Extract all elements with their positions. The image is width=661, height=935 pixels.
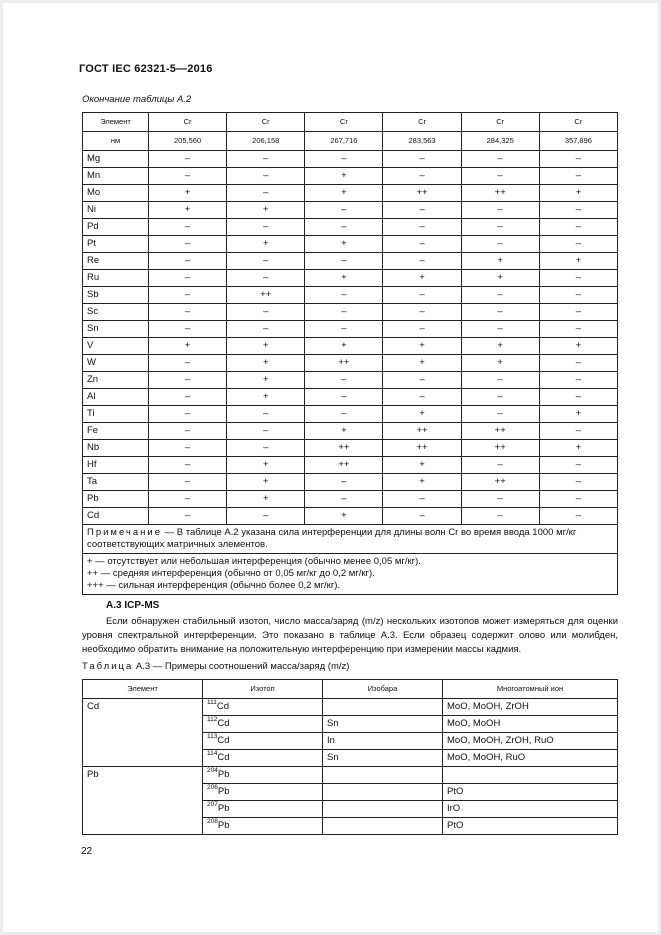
interference-cell: – xyxy=(461,236,539,253)
polyatomic-ion-cell xyxy=(443,767,618,784)
polyatomic-ion-cell: MoO, MoOH, ZrOH xyxy=(443,699,618,716)
interference-cell: – xyxy=(227,440,305,457)
isotope-symbol: Cd xyxy=(216,701,230,712)
interference-cell: + xyxy=(383,338,461,355)
isotope-mass: 111 xyxy=(207,699,217,706)
table-row xyxy=(83,185,618,202)
interference-cell: + xyxy=(227,457,305,474)
table-row xyxy=(83,508,618,525)
interference-cell: ++ xyxy=(383,423,461,440)
cr-header-cell: Cr xyxy=(383,113,461,132)
interference-cell: – xyxy=(461,151,539,168)
interference-cell: – xyxy=(227,508,305,525)
interference-cell: – xyxy=(149,219,227,236)
element-cell: Mn xyxy=(83,168,149,185)
interference-cell: – xyxy=(383,236,461,253)
isobar-cell xyxy=(323,699,443,716)
interference-cell: – xyxy=(539,389,617,406)
interference-cell: + xyxy=(227,474,305,491)
isotope-cell xyxy=(203,716,323,733)
table-row xyxy=(83,767,618,784)
table-row xyxy=(83,236,618,253)
isotope-mass: 204 xyxy=(207,767,218,774)
table-row xyxy=(83,372,618,389)
interference-cell: – xyxy=(383,253,461,270)
isotope-symbol: Pb xyxy=(217,820,230,831)
interference-cell: – xyxy=(149,474,227,491)
element-cell: V xyxy=(83,338,149,355)
interference-cell: + xyxy=(305,168,383,185)
column-header: Изотоп xyxy=(203,680,323,699)
table-a3-header-row xyxy=(83,680,618,699)
interference-cell: + xyxy=(383,355,461,372)
interference-cell: – xyxy=(383,287,461,304)
interference-cell: – xyxy=(461,287,539,304)
interference-cell: ++ xyxy=(305,355,383,372)
table-row xyxy=(83,699,618,716)
interference-cell: + xyxy=(227,389,305,406)
polyatomic-ion-cell: MoO, MoOH, RuO xyxy=(443,750,618,767)
isotope-symbol: Cd xyxy=(217,735,230,746)
interference-cell: + xyxy=(539,253,617,270)
element-header-cell: Элемент xyxy=(83,113,149,132)
interference-cell: – xyxy=(383,202,461,219)
interference-cell: – xyxy=(149,440,227,457)
table-row xyxy=(83,355,618,372)
legend-line: + — отсутствует или небольшая интерференция (обычно менее 0,05 мг/кг). xyxy=(87,556,421,567)
interference-cell: – xyxy=(383,372,461,389)
interference-cell: + xyxy=(539,338,617,355)
interference-cell: + xyxy=(383,270,461,287)
interference-cell: – xyxy=(305,491,383,508)
interference-cell: – xyxy=(149,508,227,525)
interference-cell: – xyxy=(539,372,617,389)
interference-cell: – xyxy=(149,321,227,338)
interference-cell: – xyxy=(149,389,227,406)
legend-line: +++ — сильная интерференция (обычно более 0,2 мг/кг). xyxy=(87,580,341,591)
table-a2 xyxy=(82,112,618,595)
isobar-cell xyxy=(323,801,443,818)
isobar-cell xyxy=(323,767,443,784)
wavelength-cell: 357,896 xyxy=(539,132,617,151)
interference-cell: – xyxy=(305,287,383,304)
table-row xyxy=(83,304,618,321)
interference-cell: + xyxy=(383,406,461,423)
wavelength-cell: 283,563 xyxy=(383,132,461,151)
interference-cell: – xyxy=(539,321,617,338)
table-row xyxy=(83,202,618,219)
interference-cell: + xyxy=(149,338,227,355)
wavelength-cell: 267,716 xyxy=(305,132,383,151)
page-number: 22 xyxy=(81,846,93,857)
table-a2-element-header-row xyxy=(83,113,618,132)
table-row xyxy=(83,151,618,168)
interference-cell: – xyxy=(305,202,383,219)
interference-cell: – xyxy=(149,423,227,440)
interference-cell: + xyxy=(227,236,305,253)
interference-cell: + xyxy=(305,423,383,440)
interference-cell: + xyxy=(539,440,617,457)
isotope-cell xyxy=(203,750,323,767)
table-row xyxy=(83,389,618,406)
section-a3-title: А.3 ICP-MS xyxy=(106,600,160,611)
interference-cell: – xyxy=(227,185,305,202)
interference-cell: – xyxy=(149,151,227,168)
interference-cell: – xyxy=(461,372,539,389)
interference-cell: – xyxy=(383,491,461,508)
interference-cell: – xyxy=(149,457,227,474)
isotope-symbol: Pb xyxy=(217,786,230,797)
interference-cell: – xyxy=(461,508,539,525)
interference-cell: + xyxy=(305,185,383,202)
interference-cell: ++ xyxy=(383,185,461,202)
element-cell: Zn xyxy=(83,372,149,389)
interference-cell: – xyxy=(383,389,461,406)
interference-cell: – xyxy=(461,321,539,338)
isobar-cell xyxy=(323,784,443,801)
interference-cell: – xyxy=(149,168,227,185)
interference-cell: – xyxy=(305,219,383,236)
interference-cell: – xyxy=(305,372,383,389)
interference-cell: + xyxy=(305,508,383,525)
caption-prefix: Таблица xyxy=(82,661,134,672)
polyatomic-ion-cell: PtO xyxy=(443,784,618,801)
table-row xyxy=(83,321,618,338)
interference-cell: – xyxy=(227,151,305,168)
interference-cell: – xyxy=(461,389,539,406)
interference-cell: + xyxy=(305,338,383,355)
isotope-mass: 206 xyxy=(207,784,218,791)
interference-cell: + xyxy=(227,355,305,372)
isotope-cell xyxy=(203,818,323,835)
interference-cell: ++ xyxy=(305,457,383,474)
interference-cell: – xyxy=(149,236,227,253)
nm-label-cell: нм xyxy=(83,132,149,151)
interference-cell: – xyxy=(149,270,227,287)
caption-rest: А.3 — Примеры соотношений масса/заряд (m/z) xyxy=(133,661,350,672)
isotope-mass: 112 xyxy=(207,716,218,723)
isobar-cell: Sn xyxy=(323,750,443,767)
table-row xyxy=(83,219,618,236)
isobar-cell: Sn xyxy=(323,716,443,733)
interference-cell: – xyxy=(461,406,539,423)
interference-cell: – xyxy=(227,168,305,185)
polyatomic-ion-cell: PtO xyxy=(443,818,618,835)
interference-cell: – xyxy=(383,168,461,185)
element-cell: Ta xyxy=(83,474,149,491)
interference-cell: – xyxy=(305,253,383,270)
interference-cell: ++ xyxy=(227,287,305,304)
interference-cell: – xyxy=(461,491,539,508)
interference-cell: + xyxy=(227,491,305,508)
interference-cell: + xyxy=(461,355,539,372)
interference-cell: – xyxy=(149,304,227,321)
table-row xyxy=(83,253,618,270)
cr-header-cell: Cr xyxy=(227,113,305,132)
element-cell: Sb xyxy=(83,287,149,304)
element-cell: Cd xyxy=(83,699,203,767)
interference-cell: – xyxy=(227,253,305,270)
cr-header-cell: Cr xyxy=(461,113,539,132)
interference-cell: – xyxy=(461,168,539,185)
interference-cell: – xyxy=(149,406,227,423)
interference-cell: – xyxy=(149,355,227,372)
interference-cell: + xyxy=(539,185,617,202)
document-header: ГОСТ IEC 62321-5—2016 xyxy=(79,63,213,75)
interference-cell: – xyxy=(539,202,617,219)
interference-cell: – xyxy=(227,219,305,236)
element-cell: Nb xyxy=(83,440,149,457)
element-cell: W xyxy=(83,355,149,372)
isotope-mass: 113 xyxy=(207,733,218,740)
polyatomic-ion-cell: MoO, MoOH xyxy=(443,716,618,733)
interference-cell: – xyxy=(539,219,617,236)
note-text: — В таблице А.2 указана сила интерференции для длины волн Cr во время ввода 1000 мг/кг соответствующих матричных элементов. xyxy=(87,527,577,550)
interference-cell: + xyxy=(305,236,383,253)
interference-cell: – xyxy=(539,151,617,168)
table-row xyxy=(83,440,618,457)
interference-cell: + xyxy=(461,270,539,287)
isobar-cell xyxy=(323,818,443,835)
interference-cell: – xyxy=(305,151,383,168)
legend-line: ++ — средняя интерференция (обычно от 0,05 мг/кг до 0,2 мг/кг). xyxy=(87,568,375,579)
interference-cell: + xyxy=(383,457,461,474)
element-cell: Ni xyxy=(83,202,149,219)
interference-cell: – xyxy=(383,304,461,321)
element-cell: Mo xyxy=(83,185,149,202)
table-row xyxy=(83,287,618,304)
interference-cell: – xyxy=(539,491,617,508)
interference-cell: + xyxy=(461,253,539,270)
interference-cell: – xyxy=(539,168,617,185)
interference-cell: – xyxy=(539,236,617,253)
interference-cell: + xyxy=(227,202,305,219)
element-cell: Cd xyxy=(83,508,149,525)
interference-cell: + xyxy=(305,270,383,287)
interference-cell: ++ xyxy=(461,185,539,202)
table-a2-wavelength-row xyxy=(83,132,618,151)
table-row xyxy=(83,406,618,423)
interference-cell: – xyxy=(461,219,539,236)
interference-cell: – xyxy=(305,321,383,338)
interference-cell: + xyxy=(383,474,461,491)
wavelength-cell: 205,560 xyxy=(149,132,227,151)
interference-cell: ++ xyxy=(461,423,539,440)
isobar-cell: In xyxy=(323,733,443,750)
interference-cell: – xyxy=(149,287,227,304)
interference-cell: – xyxy=(227,406,305,423)
element-cell: Pb xyxy=(83,767,203,835)
table-row xyxy=(83,270,618,287)
polyatomic-ion-cell: MoO, MoOH, ZrOH, RuO xyxy=(443,733,618,750)
interference-cell: – xyxy=(539,508,617,525)
element-cell: Sc xyxy=(83,304,149,321)
wavelength-cell: 206,158 xyxy=(227,132,305,151)
interference-cell: – xyxy=(383,151,461,168)
interference-cell: – xyxy=(149,372,227,389)
interference-cell: + xyxy=(227,338,305,355)
interference-cell: – xyxy=(305,389,383,406)
isotope-mass: 207 xyxy=(207,801,218,808)
isotope-mass: 114 xyxy=(207,750,218,757)
interference-cell: – xyxy=(227,270,305,287)
polyatomic-ion-cell: IrO xyxy=(443,801,618,818)
interference-cell: – xyxy=(461,202,539,219)
interference-cell: – xyxy=(539,287,617,304)
cr-header-cell: Cr xyxy=(305,113,383,132)
interference-cell: – xyxy=(305,406,383,423)
interference-cell: + xyxy=(539,406,617,423)
interference-cell: – xyxy=(383,321,461,338)
isotope-cell xyxy=(203,699,323,716)
interference-cell: ++ xyxy=(461,440,539,457)
element-cell: Mg xyxy=(83,151,149,168)
interference-cell: – xyxy=(461,457,539,474)
element-cell: Ti xyxy=(83,406,149,423)
interference-cell: – xyxy=(305,304,383,321)
element-cell: Re xyxy=(83,253,149,270)
table-a2-note-row xyxy=(83,525,618,554)
element-cell: Sn xyxy=(83,321,149,338)
wavelength-cell: 284,325 xyxy=(461,132,539,151)
interference-cell: – xyxy=(539,304,617,321)
interference-cell: – xyxy=(539,474,617,491)
table-row xyxy=(83,338,618,355)
isotope-symbol: Cd xyxy=(217,752,230,763)
column-header: Многоатомный ион xyxy=(443,680,618,699)
document-page xyxy=(3,3,658,932)
table-a3 xyxy=(82,679,618,835)
table-row xyxy=(83,491,618,508)
table-row xyxy=(83,474,618,491)
table-a2-legend xyxy=(83,554,618,595)
element-cell: Fe xyxy=(83,423,149,440)
interference-cell: + xyxy=(227,372,305,389)
interference-cell: – xyxy=(539,423,617,440)
element-cell: Pb xyxy=(83,491,149,508)
column-header: Изобара xyxy=(323,680,443,699)
isotope-cell xyxy=(203,733,323,750)
isotope-cell xyxy=(203,784,323,801)
interference-cell: – xyxy=(149,253,227,270)
interference-cell: – xyxy=(227,304,305,321)
isotope-mass: 208 xyxy=(207,818,218,825)
isotope-cell xyxy=(203,801,323,818)
section-a3-paragraph: Если обнаружен стабильный изотоп, число масса/заряд (m/z) нескольких изотопов может измеряться для оценки уровня спектральной интерференции. Это показано в таблице А.3. Если образец содержит олово или молибден, необходимо обратить внимание на положительную интерференцию при измерении массы кадмия. xyxy=(82,616,618,655)
table-a2-note xyxy=(83,525,618,554)
interference-cell: – xyxy=(305,474,383,491)
isotope-symbol: Cd xyxy=(217,718,230,729)
isotope-cell xyxy=(203,767,323,784)
isotope-symbol: Pb xyxy=(217,803,230,814)
interference-cell: + xyxy=(149,185,227,202)
interference-cell: + xyxy=(149,202,227,219)
element-cell: Hf xyxy=(83,457,149,474)
interference-cell: – xyxy=(539,270,617,287)
table-row xyxy=(83,457,618,474)
table-a2-legend-row xyxy=(83,554,618,595)
interference-cell: + xyxy=(461,338,539,355)
isotope-symbol: Pb xyxy=(217,769,230,780)
interference-cell: – xyxy=(539,355,617,372)
interference-cell: ++ xyxy=(383,440,461,457)
interference-cell: – xyxy=(383,219,461,236)
table-a2-caption: Окончание таблицы А.2 xyxy=(82,94,192,105)
cr-header-cell: Cr xyxy=(539,113,617,132)
interference-cell: – xyxy=(461,304,539,321)
table-row xyxy=(83,168,618,185)
element-cell: Pd xyxy=(83,219,149,236)
note-prefix: Примечание xyxy=(87,527,162,538)
interference-cell: – xyxy=(227,321,305,338)
column-header: Элемент xyxy=(83,680,203,699)
interference-cell: ++ xyxy=(305,440,383,457)
element-cell: Pt xyxy=(83,236,149,253)
cr-header-cell: Cr xyxy=(149,113,227,132)
element-cell: Ru xyxy=(83,270,149,287)
interference-cell: – xyxy=(149,491,227,508)
interference-cell: – xyxy=(539,457,617,474)
table-a3-caption xyxy=(82,661,349,672)
element-cell: Al xyxy=(83,389,149,406)
interference-cell: – xyxy=(227,423,305,440)
interference-cell: ++ xyxy=(461,474,539,491)
interference-cell: – xyxy=(383,508,461,525)
table-row xyxy=(83,423,618,440)
